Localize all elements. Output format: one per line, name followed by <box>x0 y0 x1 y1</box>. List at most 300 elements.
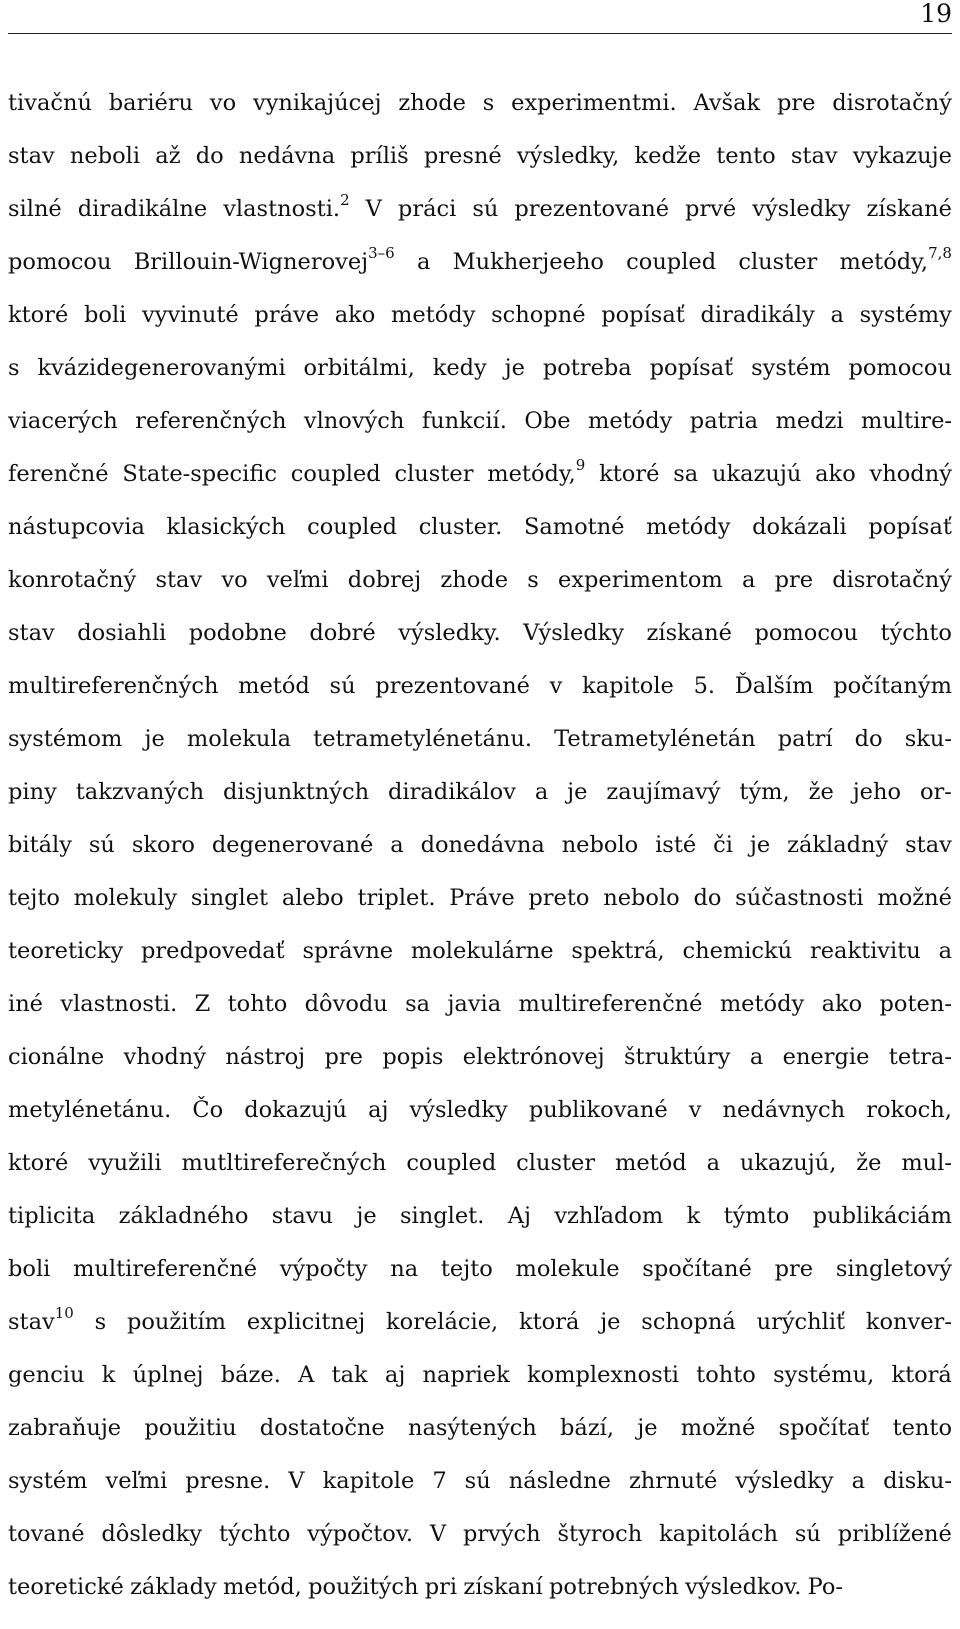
word: až <box>155 143 181 169</box>
word: napriek <box>422 1362 510 1388</box>
word: genciu <box>8 1362 85 1388</box>
word: či <box>713 832 733 858</box>
word: a <box>416 249 431 275</box>
word: boli <box>84 302 127 328</box>
word: systémy <box>859 302 952 328</box>
word: vhodný <box>869 461 952 487</box>
word: prezentované <box>375 673 530 699</box>
word: využili <box>88 1150 162 1176</box>
word: popis <box>382 1044 444 1070</box>
word: piny <box>8 779 57 805</box>
word: tento <box>892 1415 952 1441</box>
word: potreba <box>542 355 632 381</box>
word: reaktivitu <box>809 938 921 964</box>
word: popísať <box>649 355 734 381</box>
reference-superscript: 10 <box>54 1303 74 1322</box>
word: ktorá <box>891 1362 952 1388</box>
word: V <box>365 196 382 222</box>
text-line <box>8 978 952 1031</box>
word: zabraňuje <box>8 1415 122 1441</box>
word: a <box>749 1044 764 1070</box>
word: konrotačný <box>8 567 137 593</box>
word: cluster <box>394 461 474 487</box>
word: diradikálov <box>388 779 516 805</box>
word: zhode <box>398 90 466 116</box>
word: zhode <box>440 567 509 593</box>
word: je <box>600 1309 621 1335</box>
word: dobrej <box>347 567 422 593</box>
word: disrotačný <box>832 90 952 116</box>
word: s <box>482 90 495 116</box>
word: molekulárne <box>410 938 554 964</box>
word: patrí <box>777 726 833 752</box>
text-line <box>8 342 952 395</box>
word: sú <box>794 1521 821 1547</box>
word: explicitnej <box>246 1309 366 1335</box>
word: ktoré <box>8 1150 69 1176</box>
word: je <box>567 779 588 805</box>
word: isté <box>655 832 697 858</box>
word: ferenčné <box>8 461 109 487</box>
word: veľmi <box>105 1468 168 1494</box>
word: systém <box>751 355 831 381</box>
word: vynikajúcej <box>253 90 382 116</box>
text-line <box>8 1031 952 1084</box>
word: molekule <box>515 1256 620 1282</box>
word: metylénetánu. <box>8 1097 172 1123</box>
word: systémom <box>8 726 123 752</box>
word: bitály <box>8 832 72 858</box>
word: stav <box>790 143 838 169</box>
word: Brillouin-Wignerovej$^{3-6}$ <box>133 243 395 275</box>
word: prvé <box>685 196 737 222</box>
word: priblížené <box>837 1521 952 1547</box>
word: 7 <box>432 1468 447 1494</box>
word: metódy <box>391 302 476 328</box>
word: štruktúry <box>624 1044 731 1070</box>
page-number: 19 <box>920 0 952 28</box>
word: stav <box>8 620 55 646</box>
word: k <box>686 1203 701 1229</box>
word: Aj <box>507 1203 531 1229</box>
word: s <box>94 1309 107 1335</box>
text-line <box>8 395 952 448</box>
word: presne. <box>185 1468 271 1494</box>
word: chemickú <box>682 938 793 964</box>
word: tohto <box>227 991 288 1017</box>
word: V <box>288 1468 305 1494</box>
reference-superscript: 7,8 <box>928 243 952 262</box>
text-line <box>8 130 952 183</box>
word: Z <box>194 991 211 1017</box>
word: nástroj <box>225 1044 306 1070</box>
word: multireferenčných <box>8 673 219 699</box>
word: iné <box>8 991 44 1017</box>
word: kedže <box>634 143 702 169</box>
word: do <box>693 885 722 911</box>
word: metód, <box>223 1574 302 1600</box>
word: takzvaných <box>75 779 205 805</box>
word: klasických <box>166 514 286 540</box>
word: základný <box>787 832 889 858</box>
word: použitiu <box>144 1415 237 1441</box>
word: na <box>390 1256 419 1282</box>
word: systému, <box>773 1362 875 1388</box>
word: orbitálmi, <box>303 355 415 381</box>
word: teoreticky <box>8 938 124 964</box>
text-line <box>8 501 952 554</box>
text-line <box>8 766 952 819</box>
word: cionálne <box>8 1044 105 1070</box>
word: vzhľadom <box>554 1203 664 1229</box>
word: Výsledky <box>523 620 625 646</box>
word: boli <box>8 1256 51 1282</box>
word: dôsledky <box>101 1521 203 1547</box>
word: tým, <box>739 779 790 805</box>
word: preto <box>528 885 590 911</box>
word: vlastnosti.$^2$ <box>223 190 350 222</box>
word: je <box>144 726 165 752</box>
text-line <box>8 1349 952 1402</box>
word: nástupcovia <box>8 514 145 540</box>
text-line <box>8 819 952 872</box>
word: molekula <box>186 726 292 752</box>
word: multireferenčné <box>73 1256 258 1282</box>
word: experimentmi. <box>511 90 677 116</box>
word: vhodný <box>123 1044 206 1070</box>
word: urýchliť <box>756 1309 846 1335</box>
word: výsledky <box>735 1468 834 1494</box>
word: komplexnosti <box>526 1362 679 1388</box>
word: že <box>856 1150 882 1176</box>
word: v <box>549 673 563 699</box>
word: Obe <box>524 408 571 434</box>
word: disrotačný <box>832 567 952 593</box>
word: multireferenčné <box>518 991 703 1017</box>
text-line <box>8 236 952 289</box>
word: Práve <box>449 885 515 911</box>
word: následne <box>508 1468 611 1494</box>
word: stav <box>155 567 203 593</box>
word: použitých <box>308 1574 419 1600</box>
word: štyroch <box>557 1521 643 1547</box>
word: triplet. <box>357 885 436 911</box>
word: tované <box>8 1521 85 1547</box>
word: ako <box>821 991 863 1017</box>
word: kapitole <box>582 673 674 699</box>
word: ktoré <box>599 461 660 487</box>
word: cluster <box>516 1150 596 1176</box>
word: predpovedať <box>140 938 285 964</box>
word: pri <box>424 1574 458 1600</box>
word: práve <box>254 302 320 328</box>
word: skoro <box>131 832 195 858</box>
word: sa <box>405 991 431 1017</box>
word: nebolo <box>603 885 680 911</box>
word: 5. <box>693 673 716 699</box>
word: získaní <box>463 1574 543 1600</box>
text-line <box>8 1084 952 1137</box>
word: ukazujú, <box>739 1150 837 1176</box>
word: viacerých <box>8 408 118 434</box>
word: degenerované <box>211 832 374 858</box>
text-line <box>8 183 952 236</box>
word: a <box>534 779 549 805</box>
word: singlet <box>190 885 269 911</box>
word: coupled <box>406 1150 497 1176</box>
word: výsledky. <box>398 620 501 646</box>
word: do <box>195 143 224 169</box>
word: diradikálne <box>77 196 208 222</box>
word: metód <box>615 1150 687 1176</box>
word: rokoch, <box>866 1097 952 1123</box>
word: možné <box>680 1415 756 1441</box>
word: výsledky <box>752 196 851 222</box>
word: tiplicita <box>8 1203 96 1229</box>
word: dosiahli <box>77 620 167 646</box>
word: zhrnuté <box>628 1468 718 1494</box>
word: základy <box>130 1574 217 1600</box>
word: popísať <box>868 514 952 540</box>
word: schopná <box>641 1309 736 1335</box>
word: cluster <box>738 249 818 275</box>
word: or- <box>919 779 952 805</box>
word: A <box>298 1362 315 1388</box>
word: spočítať <box>778 1415 870 1441</box>
word: pre <box>324 1044 363 1070</box>
text-line <box>8 448 952 501</box>
word: a <box>706 1150 720 1176</box>
word: podobne <box>188 620 287 646</box>
word: pre <box>774 1256 814 1282</box>
word: získané <box>866 196 952 222</box>
word: výsledkov. <box>685 1574 802 1600</box>
word: konver- <box>865 1309 952 1335</box>
word: kapitolách <box>659 1521 778 1547</box>
word: ako <box>815 461 856 487</box>
text-line <box>8 1137 952 1190</box>
word: mutltireferečných <box>181 1150 387 1176</box>
word: s <box>527 567 539 593</box>
text-line <box>8 1243 952 1296</box>
word: je <box>356 1203 377 1229</box>
word: získané <box>646 620 732 646</box>
word: výpočtov. <box>307 1521 414 1547</box>
word: V <box>429 1521 447 1547</box>
word: správne <box>302 938 394 964</box>
text-line <box>8 554 952 607</box>
word: vlastnosti. <box>60 991 178 1017</box>
word: Po- <box>807 1574 844 1600</box>
word: tetrametylénetánu. <box>313 726 533 752</box>
word: State-specific <box>122 461 277 487</box>
word: sú <box>472 196 499 222</box>
word: dokazujú <box>244 1097 348 1123</box>
word: vlnových <box>303 408 405 434</box>
word: veľmi <box>266 567 329 593</box>
word: presné <box>423 143 502 169</box>
word: týmto <box>723 1203 790 1229</box>
word: Tetrametylénetán <box>554 726 756 752</box>
word: ako <box>334 302 376 328</box>
word: publikované <box>528 1097 668 1123</box>
word: kvázidegenerovanými <box>37 355 286 381</box>
word: Avšak <box>693 90 761 116</box>
word: molekuly <box>73 885 178 911</box>
text-line <box>8 1508 952 1561</box>
text-line <box>8 660 952 713</box>
body-text <box>8 77 952 1614</box>
word: donedávna <box>420 832 545 858</box>
word: spočítané <box>642 1256 752 1282</box>
text-line <box>8 77 952 130</box>
word: tetra- <box>888 1044 952 1070</box>
word: možné <box>877 885 952 911</box>
word: metódy <box>646 514 731 540</box>
word: neboli <box>69 143 141 169</box>
word: cluster. <box>418 514 503 540</box>
word: tejto <box>440 1256 493 1282</box>
word: Mukherjeeho <box>452 249 604 275</box>
word: prvých <box>462 1521 541 1547</box>
word: bází, <box>560 1415 615 1441</box>
word: a <box>390 832 404 858</box>
word: patria <box>689 408 759 434</box>
word: nedávna <box>238 143 336 169</box>
word: metódy <box>587 408 673 434</box>
text-line <box>8 872 952 925</box>
word: že <box>808 779 834 805</box>
word: medzi <box>775 408 844 434</box>
word: diradikály <box>700 302 815 328</box>
word: súčastnosti <box>735 885 864 911</box>
word: bariéru <box>108 90 194 116</box>
text-line <box>8 1561 952 1614</box>
word: Čo <box>192 1097 224 1123</box>
word: dostatočne <box>259 1415 385 1441</box>
word: dokázali <box>752 514 847 540</box>
word: tento <box>716 143 776 169</box>
word: aj <box>368 1097 389 1123</box>
word: základného <box>118 1203 249 1229</box>
word: spektrá, <box>571 938 665 964</box>
word: príliš <box>350 143 409 169</box>
word: coupled <box>307 514 398 540</box>
word: k <box>101 1362 116 1388</box>
word: do <box>854 726 883 752</box>
word: metódy <box>719 991 805 1017</box>
word: dobré <box>309 620 376 646</box>
word: nasýtených <box>407 1415 537 1441</box>
word: metódy,$^9$ <box>487 455 586 487</box>
word: schopné <box>491 302 586 328</box>
reference-superscript: 9 <box>575 455 586 474</box>
text-line <box>8 713 952 766</box>
word: coupled <box>626 249 717 275</box>
word: je <box>749 832 771 858</box>
word: báze. <box>220 1362 281 1388</box>
word: s <box>8 355 20 381</box>
word: kedy <box>432 355 487 381</box>
word: vykazuje <box>852 143 952 169</box>
word: stav <box>905 832 952 858</box>
text-line <box>8 607 952 660</box>
word: multire- <box>861 408 952 434</box>
word: počítaným <box>833 673 952 699</box>
word: je <box>637 1415 658 1441</box>
word: a <box>851 1468 866 1494</box>
word: a <box>741 567 756 593</box>
word: nedávnych <box>722 1097 846 1123</box>
word: týchto <box>880 620 952 646</box>
text-line <box>8 1455 952 1508</box>
word: funkcií. <box>421 408 507 434</box>
word: nebolo <box>561 832 639 858</box>
word: stav <box>8 143 55 169</box>
word: disku- <box>883 1468 952 1494</box>
word: Samotné <box>523 514 625 540</box>
word: javia <box>447 991 502 1017</box>
word: sú <box>88 832 115 858</box>
word: ktorá <box>518 1309 580 1335</box>
word: tivačnú <box>8 90 92 116</box>
word: sú <box>464 1468 491 1494</box>
word: singlet. <box>400 1203 485 1229</box>
word: potrebných <box>549 1574 679 1600</box>
word: vo <box>209 90 237 116</box>
word: stavu <box>271 1203 333 1229</box>
word: systém <box>8 1468 88 1494</box>
word: použitím <box>126 1309 227 1335</box>
word: práci <box>397 196 457 222</box>
text-line <box>8 289 952 342</box>
word: dôvodu <box>304 991 388 1017</box>
word: disjunktných <box>223 779 370 805</box>
word: jeho <box>852 779 902 805</box>
word: je <box>504 355 525 381</box>
word: sa <box>673 461 699 487</box>
word: výsledky <box>409 1097 508 1123</box>
word: vo <box>221 567 248 593</box>
word: kapitole <box>322 1468 415 1494</box>
word: a <box>830 302 844 328</box>
word: sú <box>329 673 356 699</box>
word: vyvinuté <box>142 302 239 328</box>
word: ukazujú <box>711 461 802 487</box>
word: experimentom <box>557 567 723 593</box>
word: poten- <box>879 991 952 1017</box>
text-line <box>8 1402 952 1455</box>
word: tak <box>331 1362 368 1388</box>
word: popísať <box>601 302 685 328</box>
header-rule <box>8 33 952 34</box>
word: výsledky, <box>516 143 620 169</box>
word: singletový <box>835 1256 952 1282</box>
word: tejto <box>8 885 60 911</box>
word: zaujímavý <box>606 779 721 805</box>
word: sku- <box>904 726 952 752</box>
word: pre <box>774 567 814 593</box>
word: silné <box>8 196 62 222</box>
text-line <box>8 1190 952 1243</box>
word: v <box>688 1097 702 1123</box>
word: referenčných <box>135 408 287 434</box>
word: metód <box>238 673 310 699</box>
word: prezentované <box>514 196 670 222</box>
reference-superscript: 2 <box>340 190 350 209</box>
word: stav$^{10}$ <box>8 1303 74 1335</box>
word: aj <box>384 1362 406 1388</box>
